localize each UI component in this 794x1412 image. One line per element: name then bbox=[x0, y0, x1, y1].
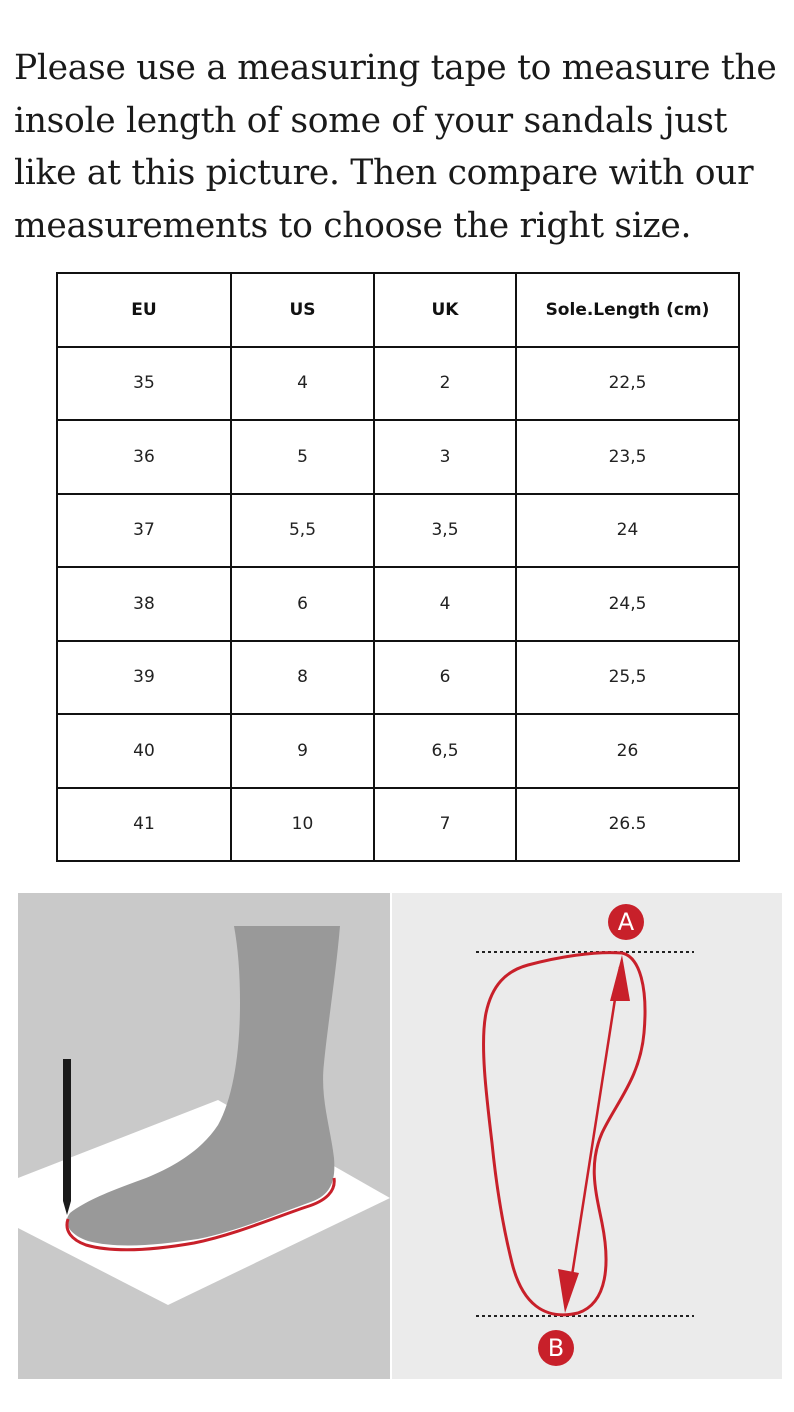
cell-us: 8 bbox=[231, 641, 374, 715]
cell-us: 4 bbox=[231, 347, 374, 421]
table-row bbox=[57, 567, 739, 641]
cell-us: 10 bbox=[231, 788, 374, 862]
cell-sole-length: 24 bbox=[516, 494, 739, 568]
cell-sole-length: 22,5 bbox=[516, 347, 739, 421]
cell-us: 5,5 bbox=[231, 494, 374, 568]
cell-sole-length: 23,5 bbox=[516, 420, 739, 494]
marker-b-badge bbox=[538, 1330, 574, 1366]
cell-eu: 35 bbox=[57, 347, 231, 421]
cell-sole-length: 24,5 bbox=[516, 567, 739, 641]
cell-eu: 39 bbox=[57, 641, 231, 715]
header-sole-length: Sole.Length (cm) bbox=[516, 273, 739, 347]
cell-eu: 37 bbox=[57, 494, 231, 568]
cell-uk: 3,5 bbox=[374, 494, 516, 568]
cell-sole-length: 26 bbox=[516, 714, 739, 788]
cell-eu: 38 bbox=[57, 567, 231, 641]
cell-us: 9 bbox=[231, 714, 374, 788]
cell-sole-length: 25,5 bbox=[516, 641, 739, 715]
table-row bbox=[57, 788, 739, 862]
cell-us: 5 bbox=[231, 420, 374, 494]
measurement-illustration bbox=[18, 893, 782, 1379]
cell-uk: 6,5 bbox=[374, 714, 516, 788]
table-row bbox=[57, 494, 739, 568]
header-us: US bbox=[231, 273, 374, 347]
cell-eu: 41 bbox=[57, 788, 231, 862]
cell-us: 6 bbox=[231, 567, 374, 641]
marker-b-label: B bbox=[547, 1334, 565, 1362]
size-chart-table bbox=[56, 272, 740, 862]
foot-tracing-panel bbox=[18, 893, 390, 1379]
cell-uk: 2 bbox=[374, 347, 516, 421]
cell-uk: 7 bbox=[374, 788, 516, 862]
table-row bbox=[57, 420, 739, 494]
table-header-row bbox=[57, 273, 739, 347]
cell-sole-length: 26.5 bbox=[516, 788, 739, 862]
cell-uk: 3 bbox=[374, 420, 516, 494]
intro-text: Please use a measuring tape to measure the insole length of some of your sandals just like at this picture. Then compare with our measurements to choose the right size. bbox=[14, 48, 777, 246]
pencil-icon bbox=[63, 1059, 71, 1215]
marker-a-label: A bbox=[617, 908, 635, 936]
header-uk: UK bbox=[374, 273, 516, 347]
insole-measurement-panel bbox=[392, 893, 782, 1379]
table-row bbox=[57, 347, 739, 421]
cell-eu: 36 bbox=[57, 420, 231, 494]
cell-eu: 40 bbox=[57, 714, 231, 788]
table-row bbox=[57, 714, 739, 788]
marker-a-badge bbox=[608, 904, 644, 940]
cell-uk: 4 bbox=[374, 567, 516, 641]
header-eu: EU bbox=[57, 273, 231, 347]
table-row bbox=[57, 641, 739, 715]
cell-uk: 6 bbox=[374, 641, 516, 715]
